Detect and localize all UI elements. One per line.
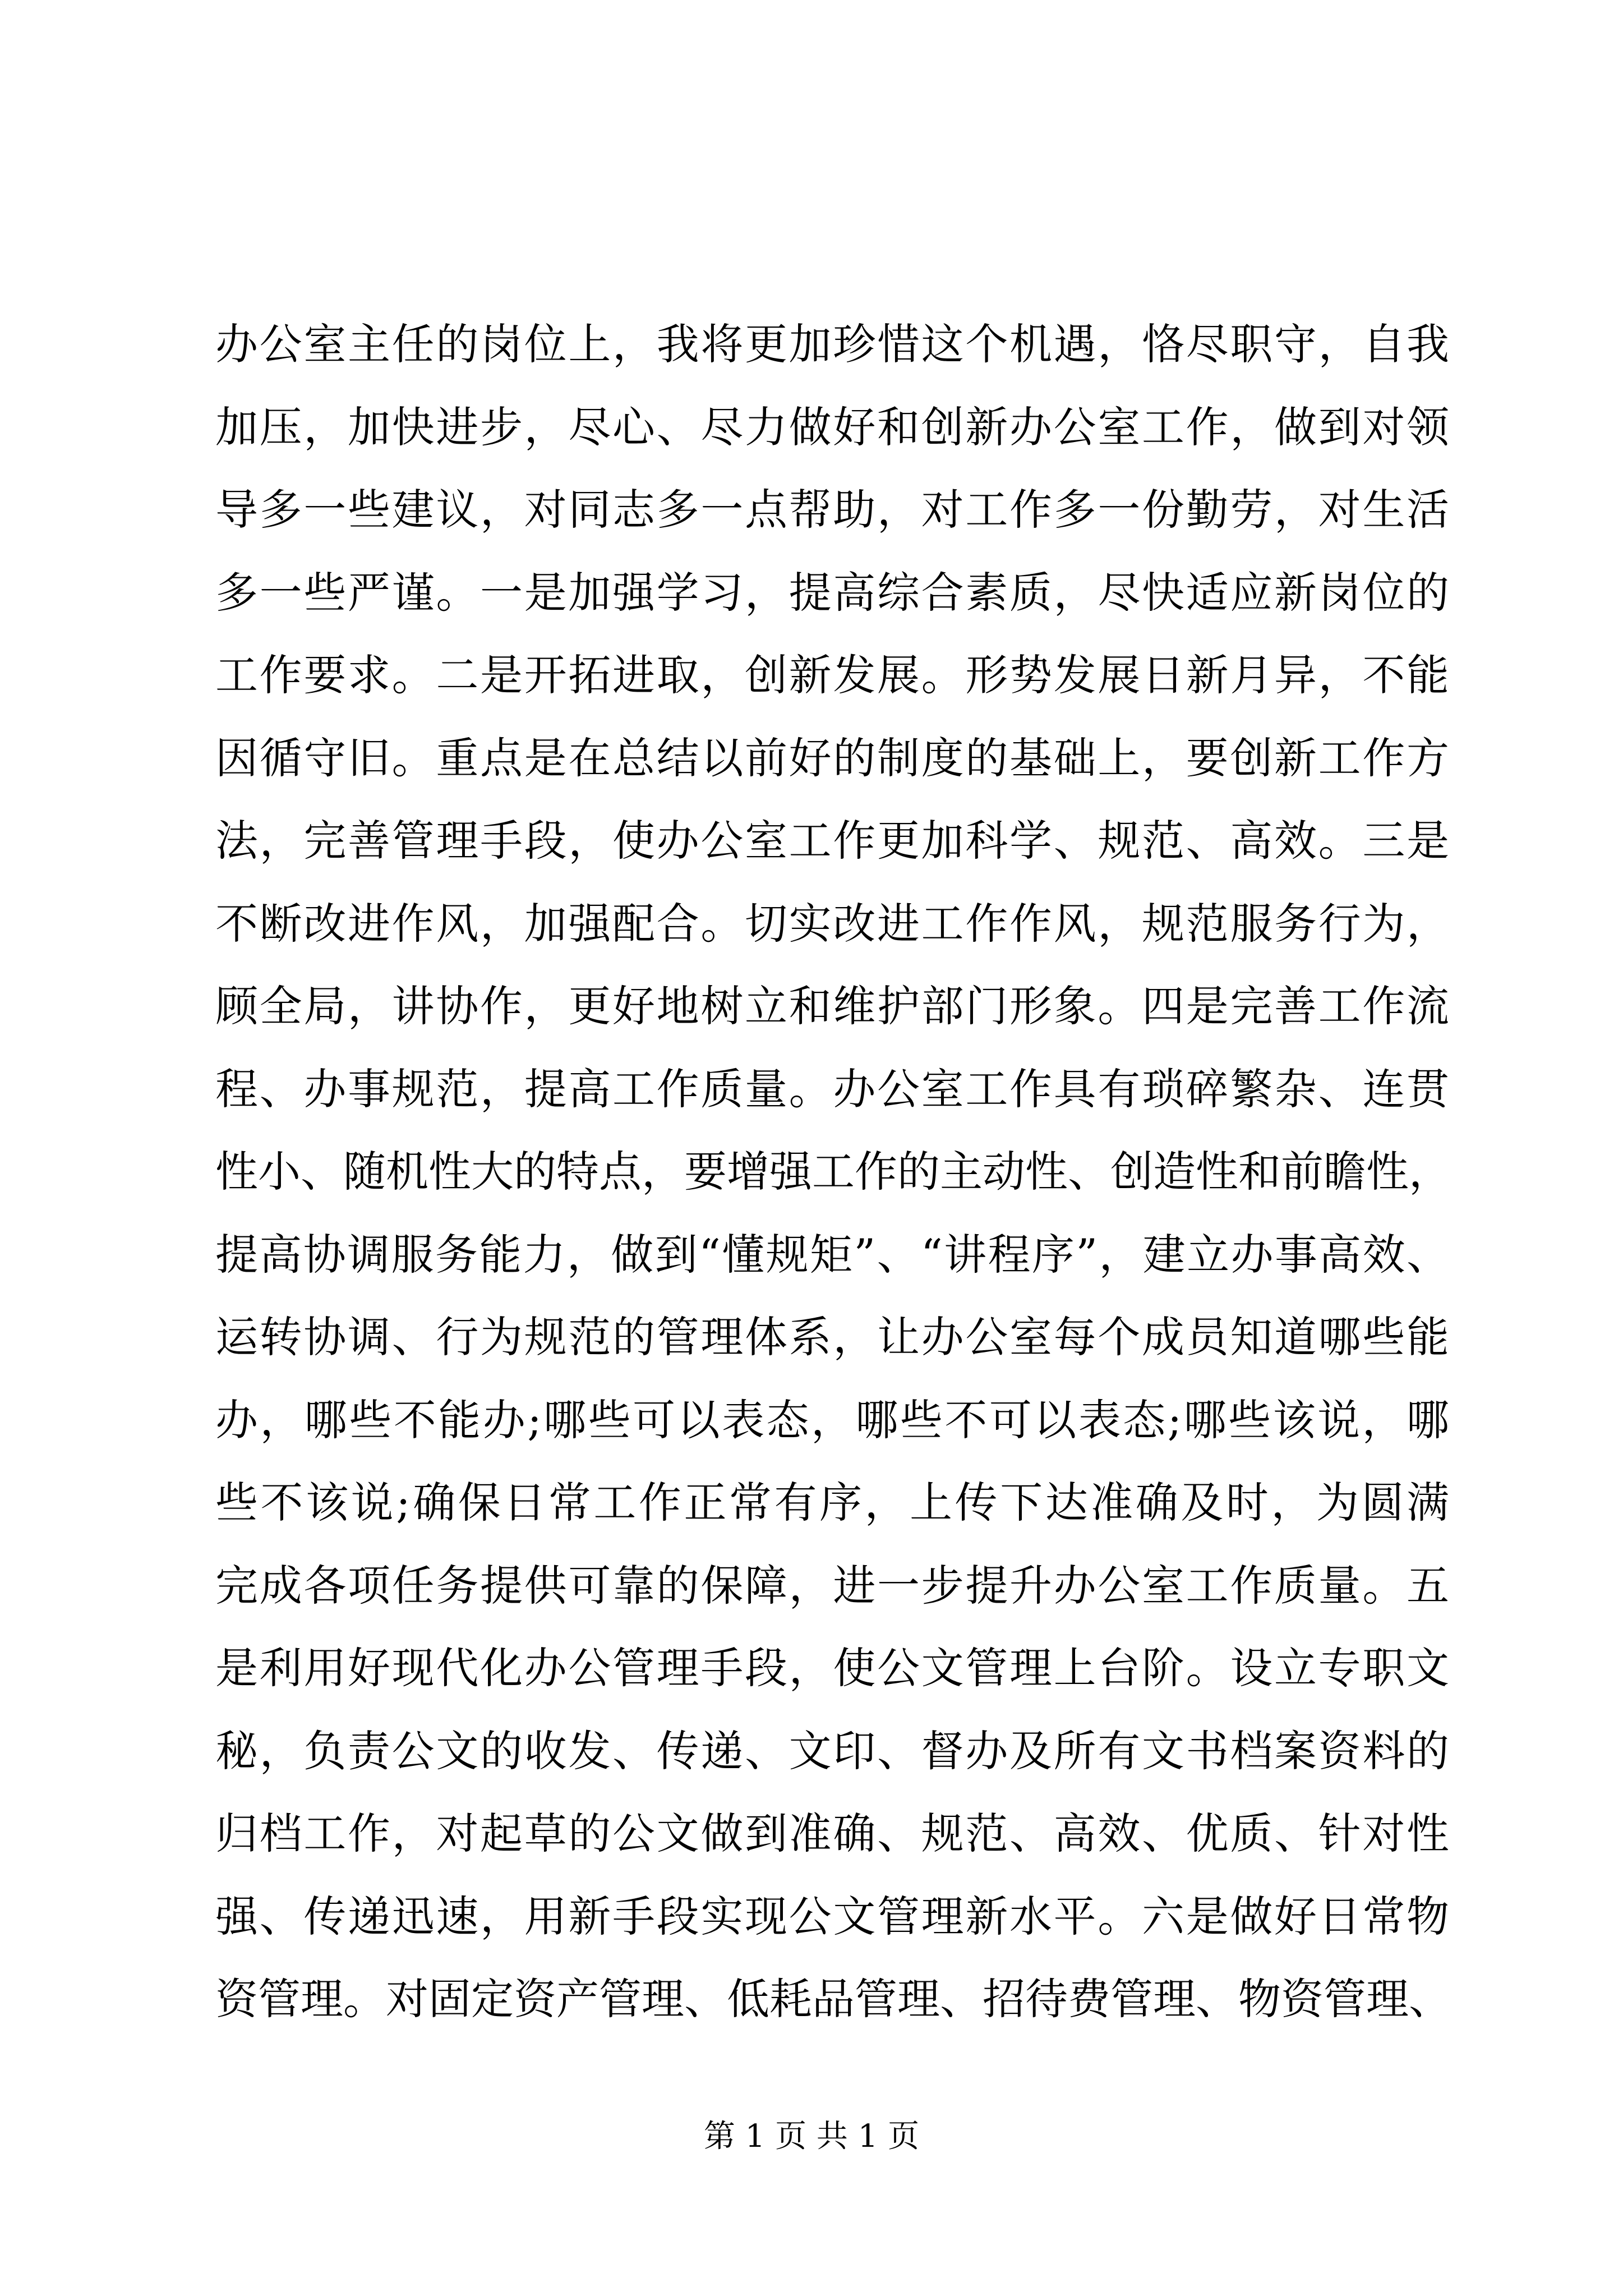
- text-line: 归档工作，对起草的公文做到准确、规范、高效、优质、针对性: [215, 1809, 1449, 1858]
- text-line: 强、传递迅速，用新手段实现公文管理新水平。六是做好日常物: [215, 1891, 1449, 1941]
- text-line: 办公室主任的岗位上，我将更加珍惜这个机遇，恪尽职守，自我: [215, 319, 1449, 369]
- text-line: 资管理。对固定资产管理、低耗品管理、招待费管理、物资管理、: [215, 1974, 1451, 2024]
- text-line: 是利用好现代化办公管理手段，使公文管理上台阶。设立专职文: [215, 1643, 1449, 1693]
- text-line: 性小、随机性大的特点，要增强工作的主动性、创造性和前瞻性，: [215, 1147, 1451, 1197]
- text-line: 秘，负责公文的收发、传递、文印、督办及所有文书档案资料的: [215, 1726, 1449, 1776]
- text-line: 程、办事规范，提高工作质量。办公室工作具有琐碎繁杂、连贯: [215, 1064, 1449, 1114]
- text-line: 些不该说;确保日常工作正常有序，上传下达准确及时，为圆满: [215, 1478, 1449, 1527]
- page-number-footer: 第 1 页 共 1 页: [703, 2118, 920, 2155]
- text-line: 顾全局，讲协作，更好地树立和维护部门形象。四是完善工作流: [215, 981, 1449, 1031]
- body-text: [215, 303, 1449, 2041]
- text-line: 法，完善管理手段，使办公室工作更加科学、规范、高效。三是: [215, 816, 1449, 866]
- text-line: 导多一些建议，对同志多一点帮助，对工作多一份勤劳，对生活: [215, 485, 1449, 535]
- text-line: 运转协调、行为规范的管理体系，让办公室每个成员知道哪些能: [215, 1312, 1449, 1362]
- text-line: 不断改进作风，加强配合。切实改进工作作风，规范服务行为，: [215, 898, 1449, 949]
- text-line: 完成各项任务提供可靠的保障，进一步提升办公室工作质量。五: [215, 1560, 1449, 1611]
- text-line: 工作要求。二是开拓进取，创新发展。形势发展日新月异，不能: [215, 650, 1449, 700]
- text-line: 加压，加快进步，尽心、尽力做好和创新办公室工作，做到对领: [215, 402, 1449, 452]
- text-line: 多一些严谨。一是加强学习，提高综合素质，尽快适应新岗位的: [215, 567, 1449, 618]
- text-line: 因循守旧。重点是在总结以前好的制度的基础上，要创新工作方: [215, 733, 1449, 783]
- text-line: 办，哪些不能办;哪些可以表态，哪些不可以表态;哪些该说，哪: [215, 1395, 1449, 1445]
- text-line: 提高协调服务能力，做到“懂规矩”、“讲程序”，建立办事高效、: [215, 1229, 1449, 1280]
